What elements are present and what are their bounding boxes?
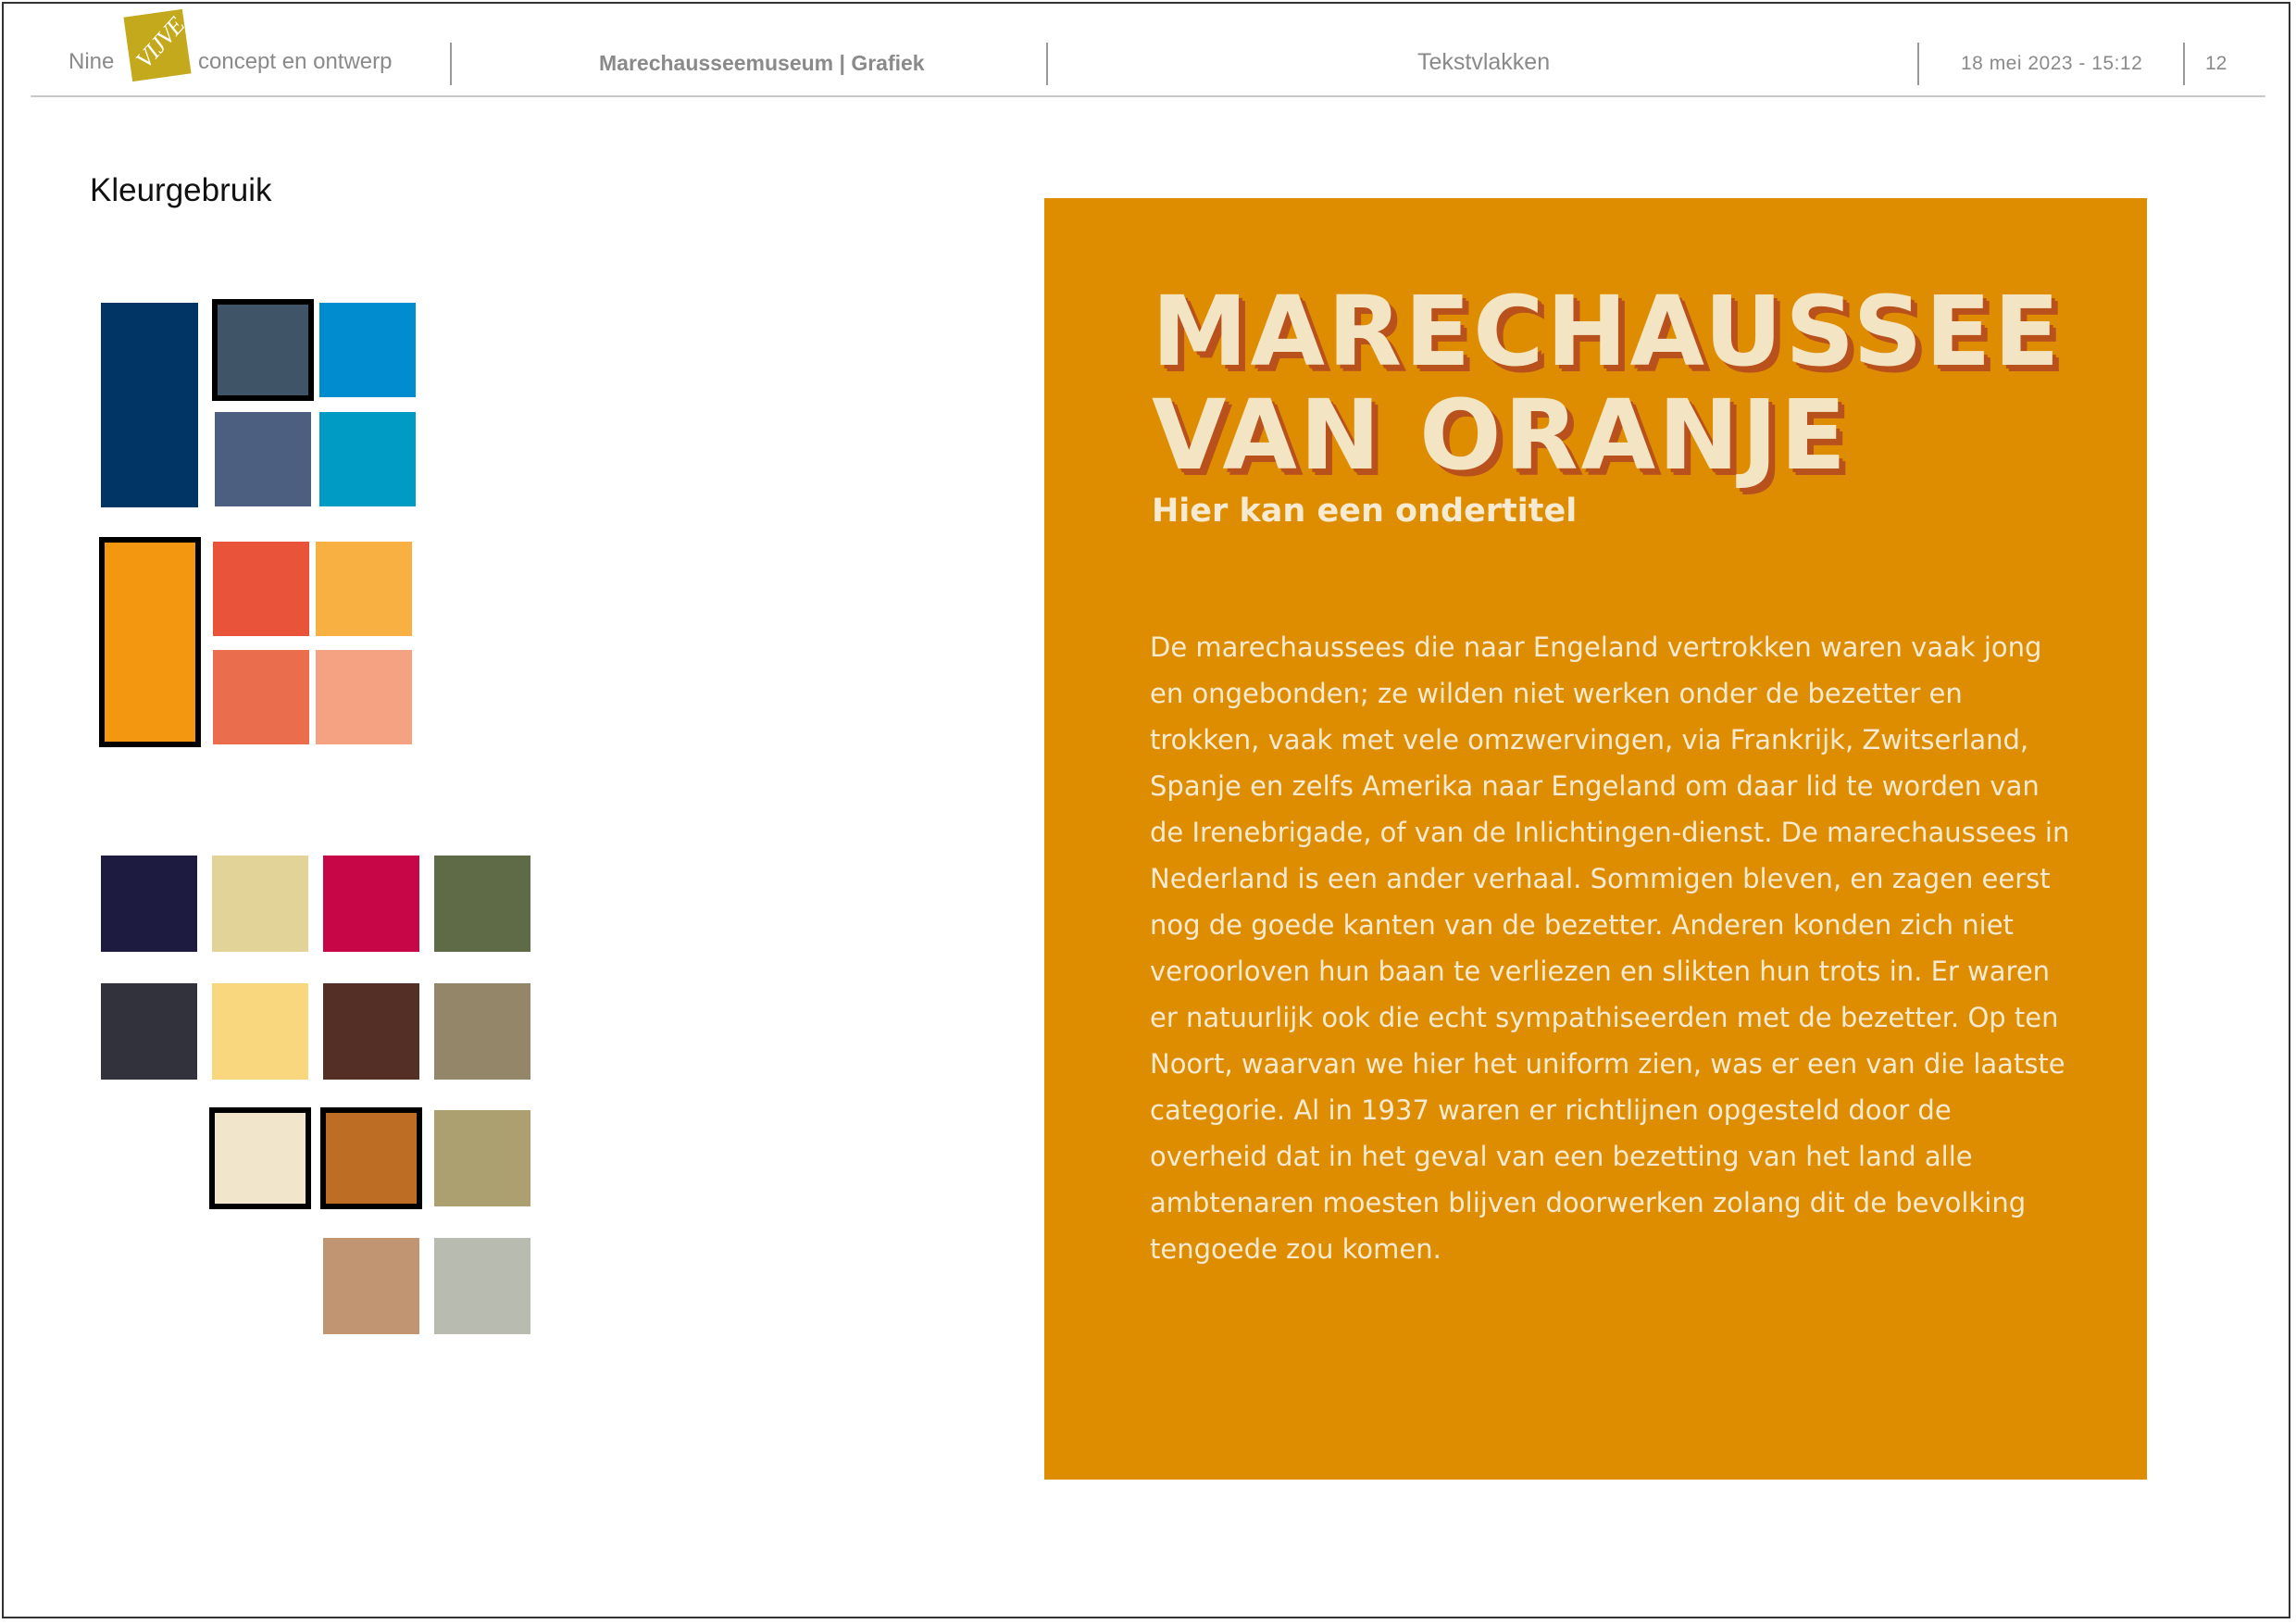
swatch-blue-1 (101, 303, 198, 507)
project-title: Marechausseemuseum | Grafiek (599, 51, 925, 75)
date-time: 18 mei 2023 - 15:12 (1961, 53, 2143, 74)
brand-tagline: concept en ontwerp (198, 49, 393, 74)
swatch-blue-3 (319, 303, 416, 397)
swatch-neutral-8 (434, 983, 530, 1080)
palette-title: Kleurgebruik (90, 172, 272, 208)
swatch-neutral-13 (434, 1238, 530, 1334)
swatch-blue-2 (212, 299, 314, 401)
header-divider (2183, 43, 2185, 85)
panel-title: MARECHAUSSEE VAN ORANJE (1152, 275, 2063, 492)
swatch-blue-4 (215, 412, 311, 506)
swatch-neutral-7 (323, 983, 419, 1080)
header-divider (1917, 43, 1919, 85)
logo-text: VIJVE (130, 12, 190, 74)
swatch-orange-1 (99, 537, 201, 747)
swatch-orange-5 (316, 650, 412, 744)
swatch-blue-5 (319, 412, 416, 506)
swatch-neutral-11 (434, 1110, 530, 1206)
swatch-neutral-12 (323, 1238, 419, 1334)
section-title: Tekstvlakken (1417, 49, 1551, 75)
panel-subtitle: Hier kan een ondertitel (1152, 493, 1578, 530)
swatch-neutral-5 (101, 983, 197, 1080)
swatch-neutral-6 (212, 983, 308, 1080)
swatch-neutral-10 (320, 1107, 422, 1209)
swatch-orange-4 (213, 650, 309, 744)
swatch-neutral-2 (212, 856, 308, 952)
header-rule (31, 95, 2265, 97)
text-panel (1044, 198, 2147, 1480)
header-divider (1046, 43, 1048, 85)
panel-body-text: De marechaussees die naar Engeland vertrokken waren vaak jong en ongebonden; ze wilden niet werken onder de bezetter en trokken, vaak met vele omzwervingen, via Frankrijk, Zwitserland, Spanje en zelfs Amerika naar Engeland om daar lid te worden van de Irenebrigade, of van de Inlichtingen-dienst. De marechaussees in Nederland is een ander verhaal. Sommigen bleven, en zagen eerst nog de goede kanten van de bezetter. Anderen konden zich niet veroorloven hun baan te verliezen en slikten hun trots in. Er waren er natuurlijk ook die echt sympathiseerden met de bezetter. Op ten Noort, waarvan we hier het uniform zien, was er een van die laatste categorie. Al in 1937 waren er richtlijnen opgesteld door de overheid dat in het geval van een bezetting van het land alle ambtenaren moesten blijven doorwerken zolang dit de bevolking tengoede zou komen. (1150, 631, 2070, 1265)
page-header (0, 0, 2296, 97)
swatch-neutral-1 (101, 856, 197, 952)
page-number: 12 (2205, 53, 2227, 74)
brand-logo (123, 9, 191, 81)
swatch-neutral-9 (209, 1107, 311, 1209)
swatch-neutral-3 (323, 856, 419, 952)
swatch-orange-2 (213, 542, 309, 636)
brand-name: Nine (69, 49, 115, 74)
header-divider (450, 43, 452, 85)
swatch-orange-3 (316, 542, 412, 636)
swatch-neutral-4 (434, 856, 530, 952)
